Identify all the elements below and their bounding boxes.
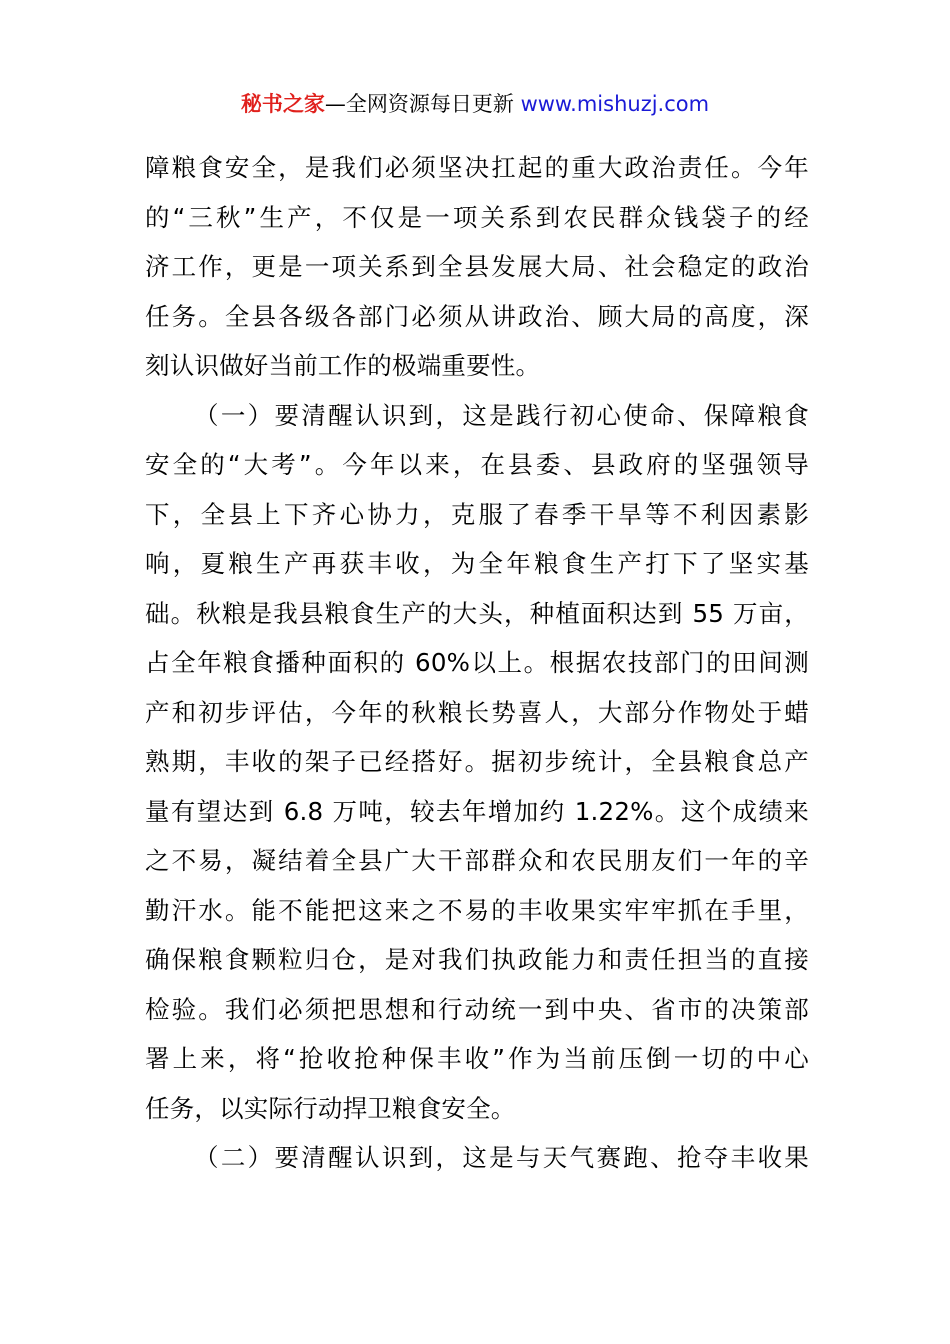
text-line: 熟期，丰收的架子已经搭好。据初步统计，全县粮食总产 xyxy=(145,747,809,776)
text-line: 的“三秋”生产，不仅是一项关系到农民群众钱袋子的经 xyxy=(145,202,809,232)
text-line: 任务，以实际行动捍卫粮食安全。 xyxy=(145,1093,516,1123)
text-line: 产和初步评估，今年的秋粮长势喜人，大部分作物处于蜡 xyxy=(145,697,809,727)
text-line: 之不易，凝结着全县广大干部群众和农民朋友们一年的辛 xyxy=(145,846,809,875)
text-line: 刻认识做好当前工作的极端重要性。 xyxy=(145,351,541,380)
text-line: 任务。全县各级各部门必须从讲政治、顾大局的高度，深 xyxy=(145,301,809,331)
text-line: 署上来，将“抢收抢种保丰收”作为当前压倒一切的中心 xyxy=(145,1044,809,1073)
document-body xyxy=(145,143,809,1183)
text-line: 检验。我们必须把思想和行动统一到中央、省市的决策部 xyxy=(145,994,809,1024)
text-line: 确保粮食颗粒归仓，是对我们执政能力和责任担当的直接 xyxy=(145,945,809,974)
paragraph-heading-2: （二）要清醒认识到，这是与天气赛跑、抢夺丰收果 xyxy=(194,1143,809,1172)
text-line: 安全的“大考”。今年以来，在县委、县政府的坚强领导 xyxy=(145,450,809,479)
text-line: 下，全县上下齐心协力，克服了春季干旱等不利因素影 xyxy=(145,499,809,529)
text-line: 勤汗水。能不能把这来之不易的丰收果实牢牢抓在手里， xyxy=(145,895,809,925)
text-line: 量有望达到 6.8 万吨，较去年增加约 1.22%。这个成绩来 xyxy=(145,796,809,826)
header-tagline: —全网资源每日更新 xyxy=(324,92,521,116)
text-line: 础。秋粮是我县粮食生产的大头，种植面积达到 55 万亩， xyxy=(145,598,809,628)
website-link[interactable]: www.mishuzj.com xyxy=(520,92,710,116)
text-line: 响，夏粮生产再获丰收，为全年粮食生产打下了坚实基 xyxy=(145,549,809,578)
text-line: 济工作，更是一项关系到全县发展大局、社会稳定的政治 xyxy=(145,252,809,281)
paragraph-heading-1: （一）要清醒认识到，这是践行初心使命、保障粮食 xyxy=(194,400,809,430)
page-header xyxy=(0,88,950,120)
brand-name: 秘书之家 xyxy=(240,92,325,116)
text-line: 占全年粮食播种面积的 60%以上。根据农技部门的田间测 xyxy=(145,648,809,677)
text-line: 障粮食安全，是我们必须坚决扛起的重大政治责任。今年 xyxy=(145,153,809,182)
